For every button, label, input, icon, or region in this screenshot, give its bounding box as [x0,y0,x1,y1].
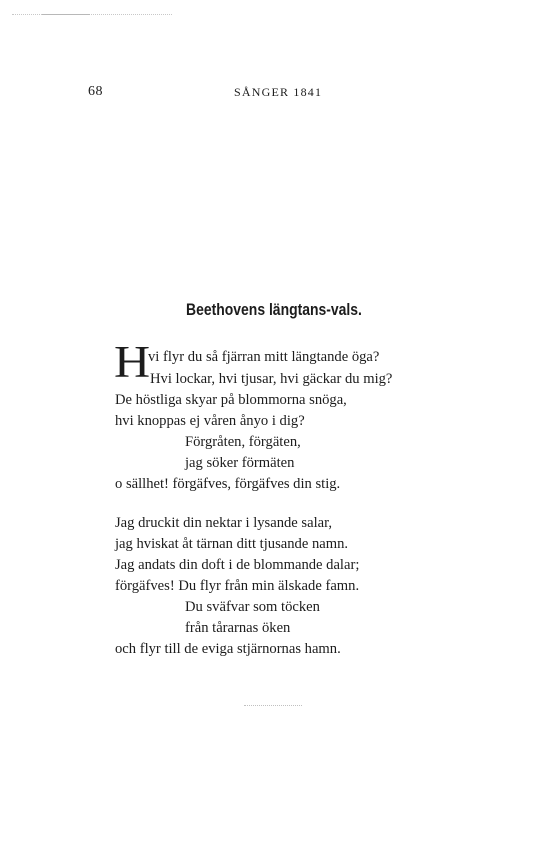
poem-line: och flyr till de eviga stjärnornas hamn. [115,641,341,657]
scan-artifact [244,705,302,707]
poem-line: De höstliga skyar på blommorna snöga, [115,392,347,408]
poem-line: från tårarnas öken [185,620,291,636]
poem-line: Förgråten, förgäten, [185,434,301,450]
poem-line: hvi knoppas ej våren ånyo i dig? [115,413,305,429]
poem-title: Beethovens längtans-vals. [186,300,362,319]
poem-line: vi flyr du så fjärran mitt längtande öga? [148,349,380,365]
poem-line: Hvi lockar, hvi tjusar, hvi gäckar du mig? [150,371,393,387]
page-number: 68 [88,84,103,99]
drop-cap: H [114,335,151,388]
poem-line: förgäfves! Du flyr från min älskade famn. [115,578,360,594]
scan-artifact [12,14,172,16]
poem-line: o sällhet! förgäfves, förgäfves din stig. [115,476,341,492]
scan-artifact [42,14,90,15]
poem-line: jag söker förmäten [185,455,295,471]
poem-line: Jag druckit din nektar i lysande salar, [115,515,333,531]
poem-line: Du sväfvar som töcken [185,599,320,615]
poem-line: Jag andats din doft i de blommande dalar; [115,557,360,573]
poem-line: jag hviskat åt tärnan ditt tjusande namn. [115,536,349,552]
running-head: SÅNGER 1841 [234,85,323,99]
